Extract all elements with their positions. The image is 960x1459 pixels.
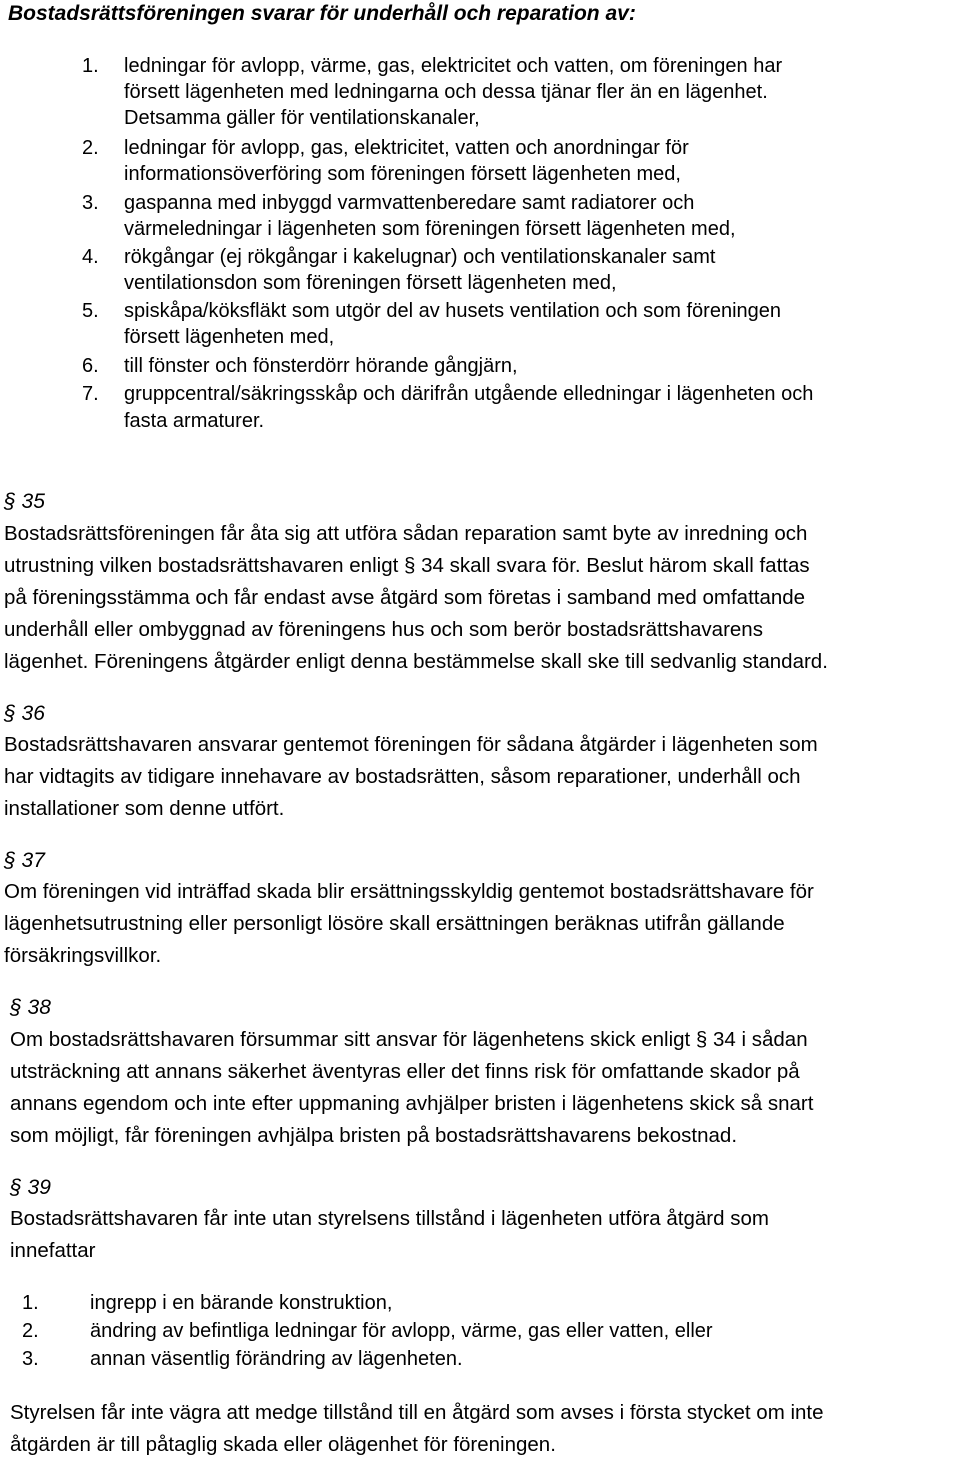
paragraph-line: Styrelsen får inte vägra att medge tillstånd till en åtgärd som avses i första stycket om inte — [10, 1401, 824, 1424]
list-item-line: Detsamma gäller för ventilationskanaler, — [124, 107, 480, 129]
page-heading: Bostadsrättsföreningen svarar för underhåll och reparation av: — [8, 2, 636, 25]
list-item-line: försett lägenheten med, — [124, 326, 335, 348]
paragraph-line: utsträckning att annans säkerhet äventyras eller det finns risk för omfattande skador på — [10, 1060, 800, 1083]
list-item-number: 4. — [82, 246, 99, 268]
paragraph-line: Bostadsrättshavaren får inte utan styrelsens tillstånd i lägenheten utföra åtgärd som — [10, 1207, 769, 1230]
section-title: § 37 — [4, 849, 45, 872]
paragraph-line: Om föreningen vid inträffad skada blir ersättningsskyldig gentemot bostadsrättshavare för — [4, 880, 814, 903]
paragraph-line: innefattar — [10, 1239, 96, 1262]
paragraph-line: Bostadsrättsföreningen får åta sig att utföra sådan reparation samt byte av inredning och — [4, 522, 808, 545]
list-item-number: 6. — [82, 355, 99, 377]
paragraph-line: installationer som denne utfört. — [4, 797, 285, 820]
paragraph-line: Bostadsrättshavaren ansvarar gentemot föreningen för sådana åtgärder i lägenheten som — [4, 733, 818, 756]
paragraph-line: åtgärden är till påtaglig skada eller olägenhet för föreningen. — [10, 1433, 556, 1456]
list-item-line: informationsöverföring som föreningen försett lägenheten med, — [124, 163, 681, 185]
list-item-number: 5. — [82, 300, 99, 322]
list-item-text: ändring av befintliga ledningar för avlopp, värme, gas eller vatten, eller — [90, 1320, 713, 1342]
section-title: § 36 — [4, 702, 45, 725]
list-item-text: annan väsentlig förändring av lägenheten. — [90, 1348, 463, 1370]
list-item-number: 2. — [22, 1320, 39, 1342]
list-item-line: gaspanna med inbyggd varmvattenberedare samt radiatorer och — [124, 192, 695, 214]
paragraph-line: försäkringsvillkor. — [4, 944, 162, 967]
section-title: § 35 — [4, 490, 45, 513]
list-item-number: 1. — [22, 1292, 39, 1314]
paragraph-line: lägenhet. Föreningens åtgärder enligt denna bestämmelse skall ske till sedvanlig standard. — [4, 650, 828, 673]
paragraph-line: har vidtagits av tidigare innehavare av bostadsrätten, såsom reparationer, underhåll och — [4, 765, 801, 788]
list-item-line: värmeledningar i lägenheten som föreningen försett lägenheten med, — [124, 218, 736, 240]
paragraph-line: lägenhetsutrustning eller personligt lösöre skall ersättningen beräknas utifrån gällande — [4, 912, 785, 935]
list-item-number: 3. — [82, 192, 99, 214]
paragraph-line: utrustning vilken bostadsrättshavaren enligt § 34 skall svara för. Beslut härom skall fattas — [4, 554, 810, 577]
list-item-line: ventilationsdon som föreningen försett lägenheten med, — [124, 272, 617, 294]
list-item-line: rökgångar (ej rökgångar i kakelugnar) och ventilationskanaler samt — [124, 246, 716, 268]
list-item-line: ledningar för avlopp, gas, elektricitet, vatten och anordningar för — [124, 137, 689, 159]
list-item-number: 1. — [82, 55, 99, 77]
list-item-text: ingrepp i en bärande konstruktion, — [90, 1292, 393, 1314]
list-item-line: försett lägenheten med ledningarna och dessa tjänar fler än en lägenhet. — [124, 81, 768, 103]
list-item-number: 7. — [82, 383, 99, 405]
paragraph-line: Om bostadsrättshavaren försummar sitt ansvar för lägenhetens skick enligt § 34 i sådan — [10, 1028, 808, 1051]
paragraph-line: underhåll eller ombyggnad av föreningens hus och som berör bostadsrättshavarens — [4, 618, 763, 641]
list-item-line: spiskåpa/köksfläkt som utgör del av husets ventilation och som föreningen — [124, 300, 782, 322]
paragraph-line: annans egendom och inte efter uppmaning avhjälper bristen i lägenhetens skick så snart — [10, 1092, 814, 1115]
section-title: § 39 — [10, 1176, 51, 1199]
list-item-line: gruppcentral/säkringsskåp och därifrån utgående elledningar i lägenheten och — [124, 383, 814, 405]
list-item-line: fasta armaturer. — [124, 410, 265, 432]
list-item-number: 3. — [22, 1348, 39, 1370]
list-item-line: till fönster och fönsterdörr hörande gångjärn, — [124, 355, 518, 377]
list-item-line: ledningar för avlopp, värme, gas, elektricitet och vatten, om föreningen har — [124, 55, 783, 77]
section-title: § 38 — [10, 996, 51, 1019]
paragraph-line: på föreningsstämma och får endast avse åtgärd som företas i samband med omfattande — [4, 586, 806, 609]
list-item-number: 2. — [82, 137, 99, 159]
paragraph-line: som möjligt, får föreningen avhjälpa bristen på bostadsrättshavarens bekostnad. — [10, 1124, 738, 1147]
